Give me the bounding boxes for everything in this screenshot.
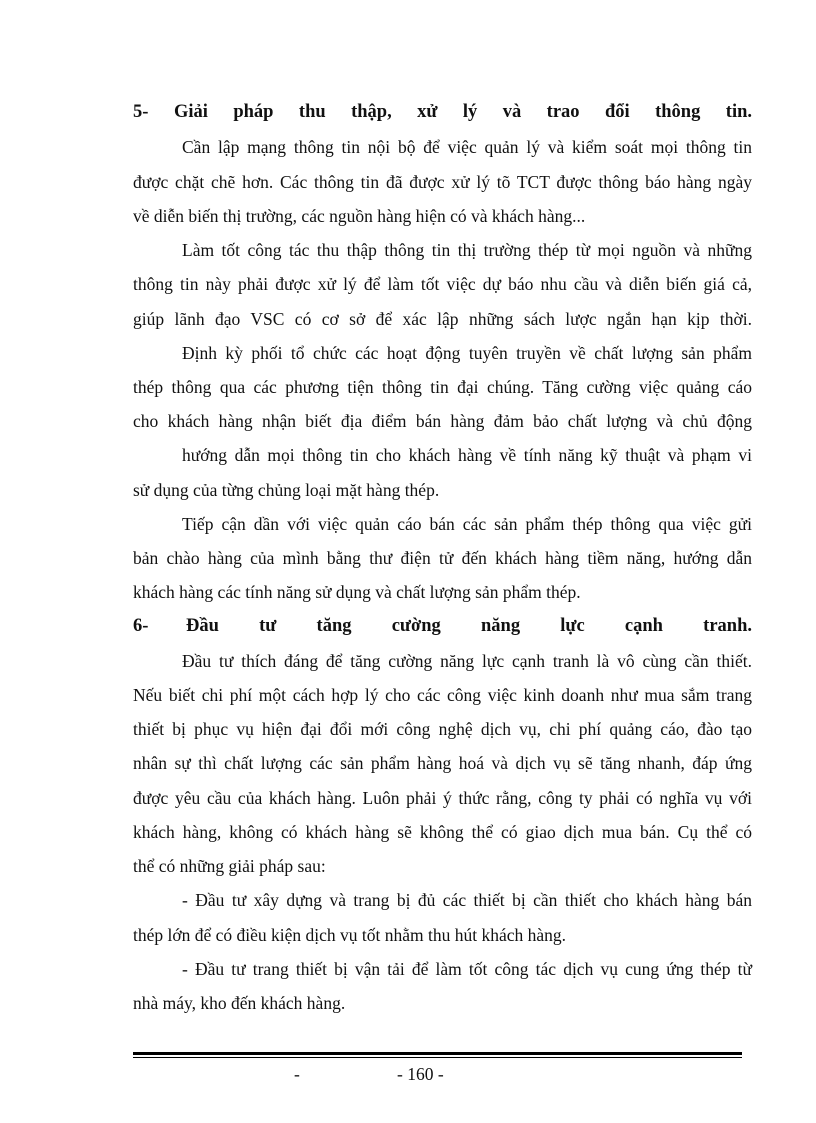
paragraph-line: Nếu biết chi phí một cách hợp lý cho các công việc kinh doanh như mua sắm trang [133, 685, 752, 705]
paragraph-line: giúp lãnh đạo VSC có cơ sở để xác lập những sách lược ngắn hạn kịp thời. [133, 309, 752, 329]
section-5-title: Giải pháp thu thập, xử lý và trao đổi thông tin. [174, 102, 752, 122]
paragraph-line: thông tin này phải được xử lý để làm tốt việc dự báo nhu cầu và diễn biến giá cả, [133, 274, 752, 294]
page-number: - 160 - [397, 1064, 444, 1084]
paragraph-line: cho khách hàng nhận biết địa điểm bán hàng đảm bảo chất lượng và chủ động [133, 411, 752, 431]
paragraph-line: - Đầu tư trang thiết bị vận tải để làm tốt công tác dịch vụ cung ứng thép từ [182, 959, 752, 979]
footer-rule-thin [133, 1057, 742, 1058]
paragraph-line: được chặt chẽ hơn. Các thông tin đã được xử lý tõ TCT được thông báo hàng ngày [133, 172, 752, 192]
paragraph-line: khách hàng, không có khách hàng sẽ không thể có giao dịch mua bán. Cụ thể có [133, 822, 752, 842]
paragraph-line: Làm tốt công tác thu thập thông tin thị trường thép từ mọi nguồn và những [182, 240, 752, 260]
paragraph-line: Đầu tư thích đáng để tăng cường năng lực cạnh tranh là vô cùng cần thiết. [182, 651, 752, 671]
paragraph-line: sử dụng của từng chủng loại mặt hàng thép. [133, 480, 440, 500]
paragraph-line: được yêu cầu của khách hàng. Luôn phải ý thức rằng, công ty phải có nghĩa vụ với [133, 788, 752, 808]
paragraph-line: hướng dẫn mọi thông tin cho khách hàng về tính năng kỹ thuật và phạm vi [182, 445, 752, 465]
paragraph-line: thể có những giải pháp sau: [133, 856, 326, 876]
paragraph-line: thép thông qua các phương tiện thông tin đại chúng. Tăng cường việc quảng cáo [133, 377, 752, 397]
paragraph-line: Tiếp cận dần với việc quản cáo bán các sản phẩm thép thông qua việc gửi [182, 514, 752, 534]
paragraph-line: nhà máy, kho đến khách hàng. [133, 993, 346, 1013]
paragraph-line: Cần lập mạng thông tin nội bộ để việc quản lý và kiểm soát mọi thông tin [182, 137, 752, 157]
paragraph-line: bản chào hàng của mình bằng thư điện tử đến khách hàng tiềm năng, hướng dẫn [133, 548, 752, 568]
paragraph-line: thép lớn để có điều kiện dịch vụ tốt nhằm thu hút khách hàng. [133, 925, 567, 945]
section-6-number: 6- [133, 616, 149, 636]
section-6-title: Đầu tư tăng cường năng lực cạnh tranh. [186, 616, 752, 636]
paragraph-line: về diễn biến thị trường, các nguồn hàng hiện có và khách hàng... [133, 206, 586, 226]
footer-rule [133, 1052, 742, 1055]
paragraph-line: khách hàng các tính năng sử dụng và chất lượng sản phẩm thép. [133, 582, 581, 602]
footer-dash: - [294, 1064, 300, 1084]
paragraph-line: thiết bị phục vụ hiện đại đổi mới công nghệ dịch vụ, chi phí quảng cáo, đào tạo [133, 719, 752, 739]
section-5-number: 5- [133, 102, 149, 122]
paragraph-line: Định kỳ phối tổ chức các hoạt động tuyên truyền về chất lượng sản phẩm [182, 343, 752, 363]
paragraph-line: nhân sự thì chất lượng các sản phẩm hàng hoá và dịch vụ sẽ tăng nhanh, đáp ứng [133, 753, 752, 773]
paragraph-line: - Đầu tư xây dựng và trang bị đủ các thiết bị cần thiết cho khách hàng bán [182, 890, 752, 910]
